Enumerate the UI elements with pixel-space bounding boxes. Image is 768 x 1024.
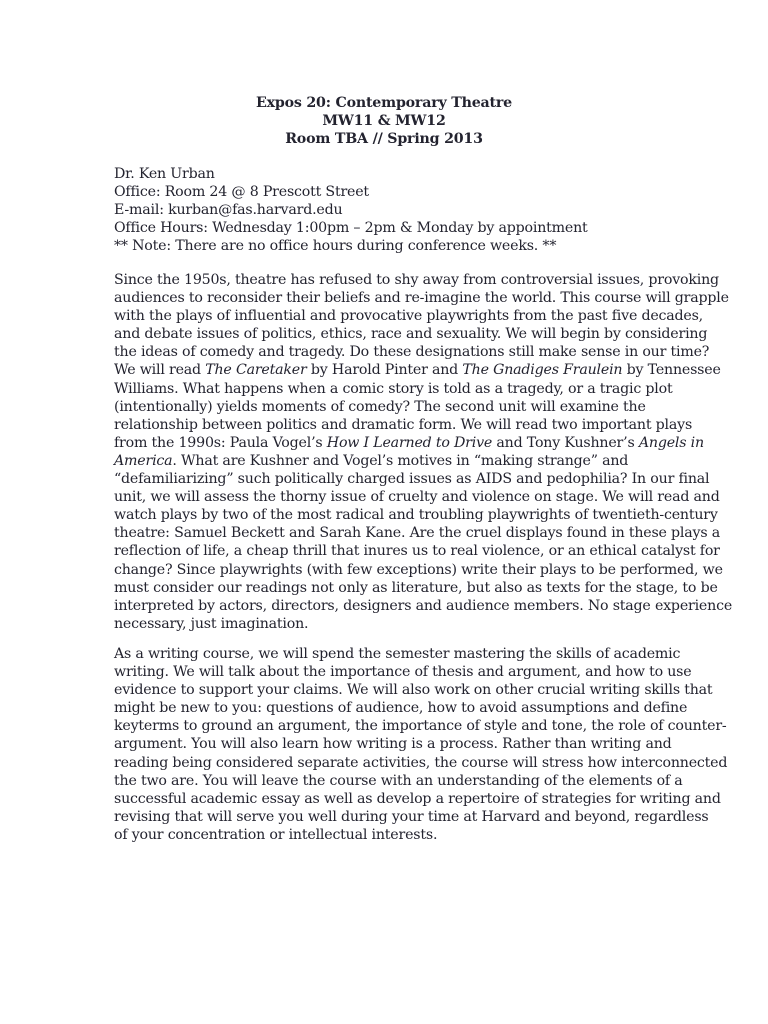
text-line: successful academic essay as well as develop a repertoire of strategies for writing and xyxy=(114,790,721,807)
text-line: must consider our readings not only as literature, but also as texts for the stage, to be xyxy=(114,579,718,596)
text-line xyxy=(114,434,704,452)
text-run: . What are Kushner and Vogel’s motives in “making strange” and xyxy=(172,452,629,469)
text-run: and Tony Kushner’s xyxy=(492,434,639,451)
play-title: America xyxy=(114,452,173,469)
text-run: by Harold Pinter and xyxy=(306,362,463,379)
play-title: Angels in xyxy=(638,434,704,451)
text-line: revising that will serve you well during your time at Harvard and beyond, regardless xyxy=(114,808,709,825)
text-line: evidence to support your claims. We will also work on other crucial writing skills that xyxy=(114,682,713,699)
text-line: change? Since playwrights (with few exceptions) write their plays to be performed, we xyxy=(114,561,723,578)
text-line: keyterms to ground an argument, the importance of style and tone, the role of counter- xyxy=(114,718,727,735)
text-line: Williams. What happens when a comic story is told as a tragedy, or a tragic plot xyxy=(114,380,673,397)
instructor-name: Dr. Ken Urban xyxy=(114,166,215,182)
text-line: watch plays by two of the most radical and troubling playwrights of twentieth-century xyxy=(114,507,718,524)
instructor-contact xyxy=(114,165,674,255)
text-line: writing. We will talk about the importance of thesis and argument, and how to use xyxy=(114,664,692,681)
text-line: unit, we will assess the thorny issue of cruelty and violence on stage. We will read and xyxy=(114,489,720,506)
text-line: interpreted by actors, directors, designers and audience members. No stage experience xyxy=(114,597,733,614)
text-run: from the 1990s: Paula Vogel’s xyxy=(114,434,327,451)
text-line: the ideas of comedy and tragedy. Do these designations still make sense in our time? xyxy=(114,344,710,361)
text-line: (intentionally) yields moments of comedy? The second unit will examine the xyxy=(114,398,646,415)
office-hours-note: ** Note: There are no office hours during conference weeks. ** xyxy=(114,238,557,255)
text-run: by Tennessee xyxy=(622,362,721,379)
text-line: audiences to reconsider their beliefs and re-imagine the world. This course will grapple xyxy=(114,290,729,307)
text-line: argument. You will also learn how writing is a process. Rather than writing and xyxy=(114,736,672,753)
text-line xyxy=(114,452,674,470)
email-line: E-mail: kurban@fas.harvard.edu xyxy=(114,202,343,219)
text-line: theatre: Samuel Beckett and Sarah Kane. Are the cruel displays found in these plays a xyxy=(114,525,720,542)
text-line: and debate issues of politics, ethics, race and sexuality. We will begin by considering xyxy=(114,326,708,343)
play-title: The Caretaker xyxy=(205,362,307,379)
text-line: reflection of life, a cheap thrill that inures us to real violence, or an ethical catalyst for xyxy=(114,543,720,560)
text-line: As a writing course, we will spend the semester mastering the skills of academic xyxy=(114,646,681,662)
course-header xyxy=(0,94,768,148)
text-line: Since the 1950s, theatre has refused to shy away from controversial issues, provoking xyxy=(114,272,719,288)
play-title: The Gnadiges Fraulein xyxy=(462,362,623,379)
text-run: We will read xyxy=(114,362,206,379)
writing-course-paragraph xyxy=(114,645,728,844)
text-line xyxy=(114,361,721,379)
play-title: How I Learned to Drive xyxy=(326,434,493,451)
text-line: “defamiliarizing” such politically charged issues as AIDS and pedophilia? In our final xyxy=(114,471,710,488)
text-line: with the plays of influential and provocative playwrights from the past five decades, xyxy=(114,308,703,325)
course-title: Expos 20: Contemporary Theatre xyxy=(255,95,513,111)
course-sections: MW11 & MW12 xyxy=(322,113,446,129)
office-hours: Office Hours: Wednesday 1:00pm – 2pm & Monday by appointment xyxy=(114,220,588,237)
office-location: Office: Room 24 @ 8 Prescott Street xyxy=(114,184,369,201)
text-line: might be new to you: questions of audience, how to avoid assumptions and define xyxy=(114,700,688,717)
text-line: relationship between politics and dramatic form. We will read two important plays xyxy=(114,416,693,433)
text-line: the two are. You will leave the course with an understanding of the elements of a xyxy=(114,772,683,789)
room-term: Room TBA // Spring 2013 xyxy=(285,131,483,147)
course-description-paragraph xyxy=(114,271,733,633)
text-line: necessary, just imagination. xyxy=(114,615,309,632)
text-line: reading being considered separate activities, the course will stress how interconnected xyxy=(114,754,728,771)
text-line: of your concentration or intellectual interests. xyxy=(114,826,438,843)
